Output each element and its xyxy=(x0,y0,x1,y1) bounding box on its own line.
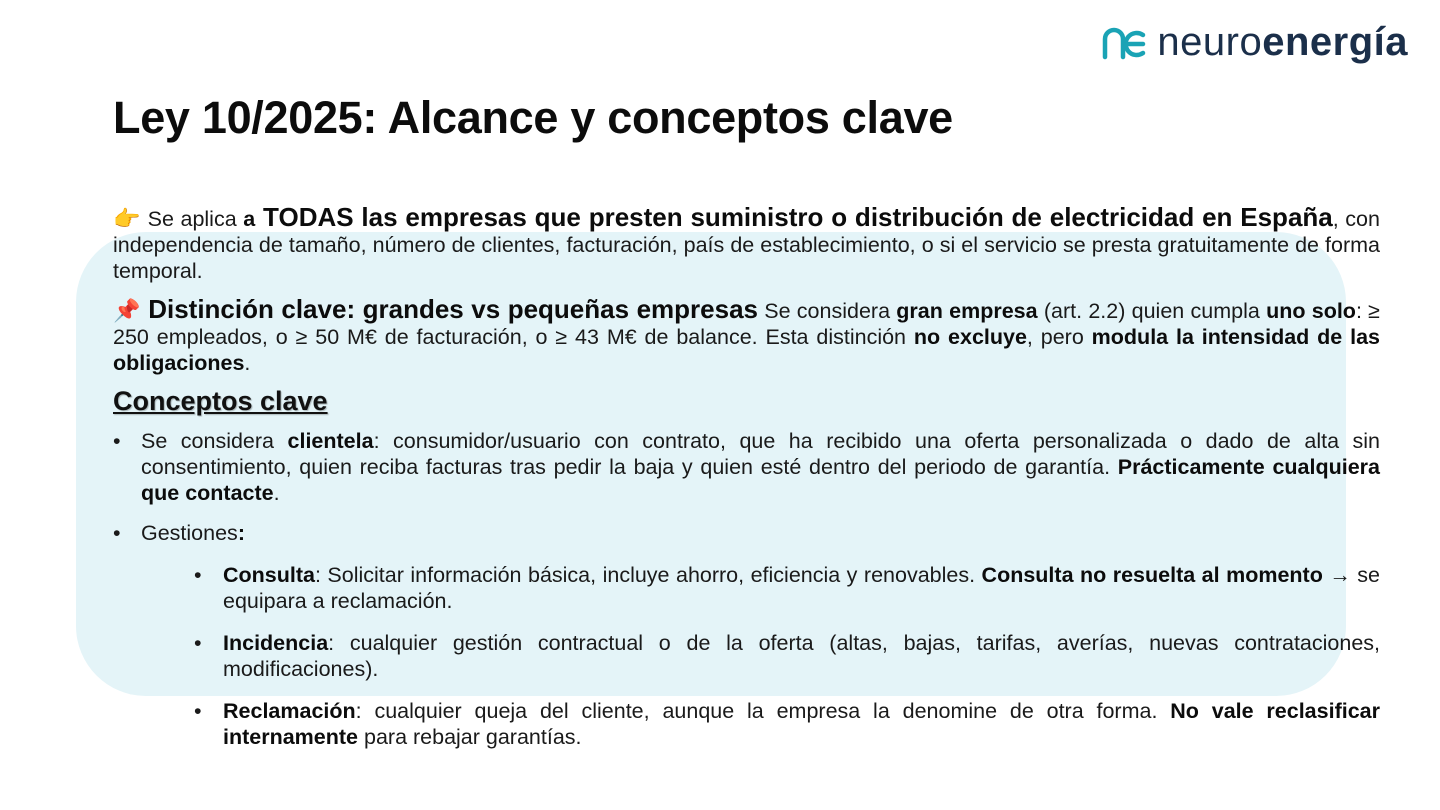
section-title-conceptos: Conceptos clave xyxy=(113,386,328,416)
bold-text: Prácticamente cualquiera que contacte xyxy=(141,455,1380,505)
bold-text: clientela xyxy=(287,429,374,453)
list-item-incidencia xyxy=(141,630,1380,682)
text: → se equipara a reclamación. xyxy=(223,563,1381,613)
logo-text xyxy=(1157,22,1408,62)
page-title: Ley 10/2025: Alcance y conceptos clave xyxy=(113,92,953,143)
logo-text-bold: energía xyxy=(1262,20,1408,64)
pointing-hand-icon: 👉 xyxy=(113,206,142,231)
text: : consumidor/usuario con contrato, que ha recibido una oferta personalizada o dado de alta sin consentimiento, quien reciba facturas tras pedir la baja y quien esté dentro del periodo de garantía. xyxy=(141,429,1381,479)
list-item-consulta xyxy=(141,562,1380,614)
list-item-clientela xyxy=(113,428,1380,506)
text: . xyxy=(273,481,280,505)
distinction-paragraph xyxy=(113,296,1380,376)
highlight-text: TODAS las empresas que presten suministro o distribución de electricidad en España xyxy=(255,202,1333,232)
logo xyxy=(1101,22,1408,62)
gestiones-sublist xyxy=(141,562,1380,750)
text: Se aplica xyxy=(141,207,244,231)
slide-content xyxy=(113,204,1380,766)
bold-text: uno solo xyxy=(1266,299,1356,323)
text: Gestiones xyxy=(141,521,238,545)
text: : cualquier gestión contractual o de la oferta (altas, bajas, tarifas, averías, nuevas contrataciones, modificaciones). xyxy=(223,631,1380,681)
text: (art. 2.2) quien cumpla xyxy=(1037,299,1267,323)
bold-text: a xyxy=(243,207,256,231)
neuroenergia-logo-mark-icon xyxy=(1101,23,1147,61)
scope-paragraph xyxy=(113,204,1380,284)
text: : ≥ 250 empleados, o ≥ 50 M€ de facturación, o ≥ 43 M€ de balance. Esta distinción xyxy=(113,299,1380,349)
bold-text: : xyxy=(237,521,245,545)
pushpin-icon: 📌 xyxy=(113,298,141,323)
text: : Solicitar información básica, incluye ahorro, eficiencia y renovables. xyxy=(314,563,982,587)
text: , pero xyxy=(1026,325,1092,349)
text: Se considera xyxy=(757,299,897,323)
concepts-list xyxy=(113,428,1380,750)
bold-text: Incidencia xyxy=(223,631,329,655)
list-item-reclamacion xyxy=(141,698,1380,750)
text: , con independencia de tamaño, número de clientes, facturación, país de establecimiento, o si el servicio se presta gratuitamente de forma temporal. xyxy=(113,207,1380,283)
highlight-text: Distinción clave: grandes vs pequeñas empresas xyxy=(140,294,758,324)
text: . xyxy=(244,351,251,375)
bold-text: no excluye xyxy=(913,325,1027,349)
bold-text: modula la intensidad de las obligaciones xyxy=(113,325,1381,375)
text: Se considera xyxy=(141,429,288,453)
text: : cualquier queja del cliente, aunque la empresa la denomine de otra forma. xyxy=(355,699,1171,723)
list-item-gestiones xyxy=(113,520,1380,750)
bold-text: Reclamación xyxy=(223,699,356,723)
logo-text-light: neuro xyxy=(1157,20,1263,64)
bold-text: Consulta xyxy=(223,563,315,587)
text: para rebajar garantías. xyxy=(358,725,582,749)
bold-text: Consulta no resuelta al momento xyxy=(981,563,1323,587)
bold-text: No vale reclasificar internamente xyxy=(223,699,1380,749)
bold-text: gran empresa xyxy=(896,299,1038,323)
